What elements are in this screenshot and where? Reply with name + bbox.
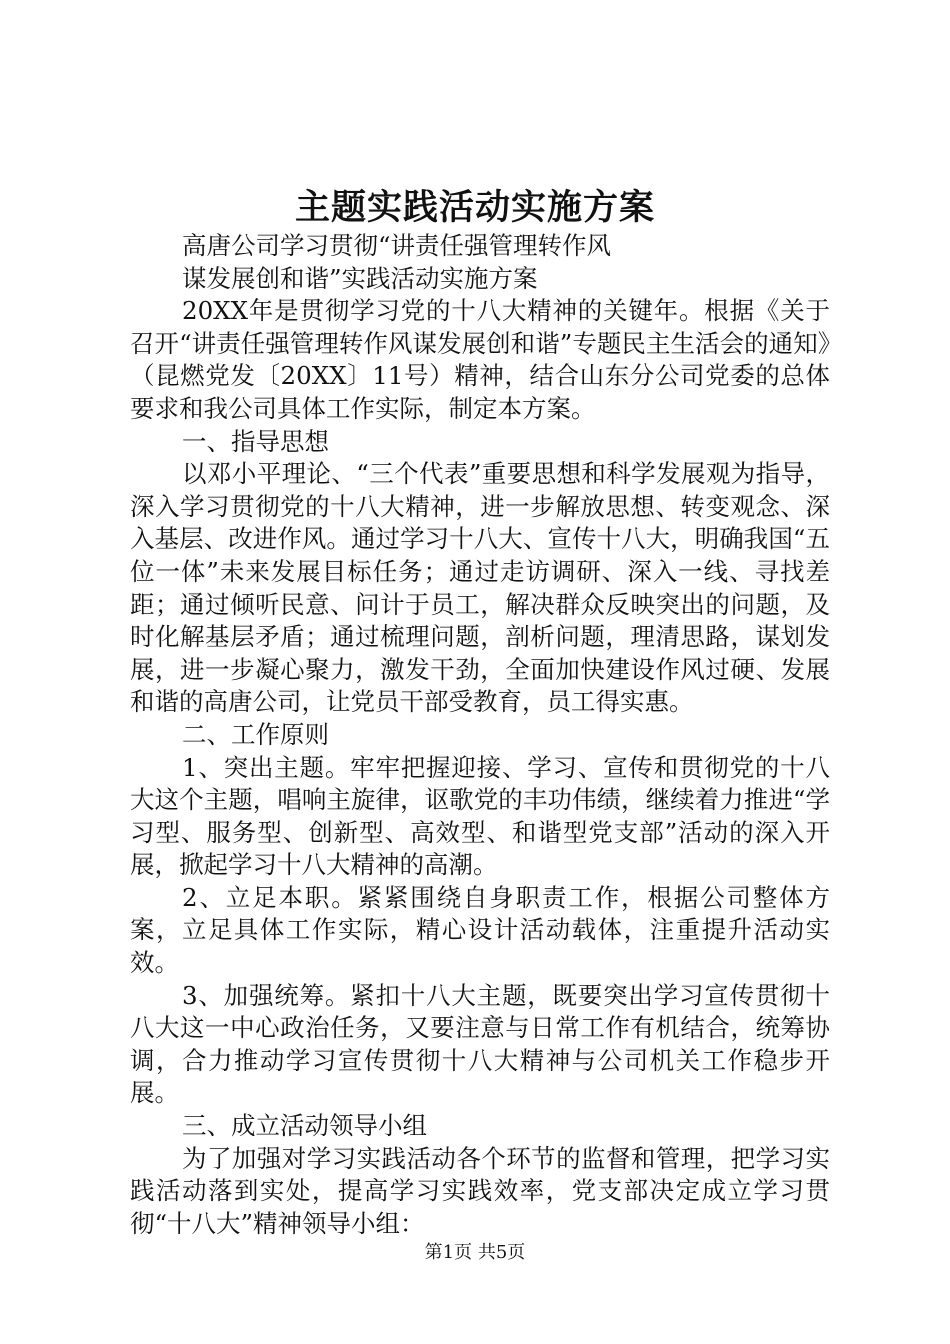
section-heading-guiding-thought: 一、指导思想 (182, 426, 329, 456)
section-heading-leadership-group: 三、成立活动领导小组 (182, 1111, 427, 1141)
principle-1-paragraph: 1、突出主题。牢牢把握迎接、学习、宣传和贯彻党的十八大这个主题，唱响主旋律，讴歌党的丰功伟绩，继续着力推进“学习型、服务型、创新型、高效型、和谐型党支部”活动的深入开展，掀起学习十八大精神的高潮。 (130, 752, 830, 880)
guiding-thought-paragraph: 以邓小平理论、“三个代表”重要思想和科学发展观为指导，深入学习贯彻党的十八大精神，进一步解放思想、转变观念、深入基层、改进作风。通过学习十八大、宣传十八大，明确我国“五位一体”未来发展目标任务；通过走访调研、深入一线、寻找差距；通过倾听民意、问计于员工，解决群众反映突出的问题，及时化解基层矛盾；通过梳理问题，剖析问题，理清思路，谋划发展，进一步凝心聚力，激发干劲，全面加快建设作风过硬、发展和谐的高唐公司，让党员干部受教育，员工得实惠。 (130, 459, 830, 717)
subtitle-line-1: 高唐公司学习贯彻“讲责任强管理转作风 (182, 231, 612, 260)
leadership-group-paragraph: 为了加强对学习实践活动各个环节的监督和管理，把学习实践活动落到实处，提高学习实践效率，党支部决定成立学习贯彻“十八大”精神领导小组： (130, 1143, 830, 1238)
principle-2-paragraph: 2、立足本职。紧紧围绕自身职责工作，根据公司整体方案，立足具体工作实际，精心设计活动载体，注重提升活动实效。 (130, 882, 830, 978)
principle-3-paragraph: 3、加强统筹。紧扣十八大主题，既要突出学习宣传贯彻十八大这一中心政治任务，又要注意与日常工作有机结合，统筹协调，合力推动学习宣传贯彻十八大精神与公司机关工作稳步开展。 (130, 980, 830, 1108)
subtitle-line-2: 谋发展创和谐”实践活动实施方案 (182, 263, 538, 293)
document-title: 主题实践活动实施方案 (294, 187, 655, 228)
intro-paragraph: 20XX年是贯彻学习党的十八大精神的关键年。根据《关于召开“讲责任强管理转作风谋发展创和谐”专题民主生活会的通知》（昆燃党发〔20XX〕11号）精神，结合山东分公司党委的总体要求和我公司具体工作实际，制定本方案。 (130, 296, 830, 423)
document-body (130, 230, 830, 1240)
section-heading-work-principles: 二、工作原则 (182, 719, 329, 749)
page-number-footer: 第1页 共5页 (424, 1242, 526, 1263)
